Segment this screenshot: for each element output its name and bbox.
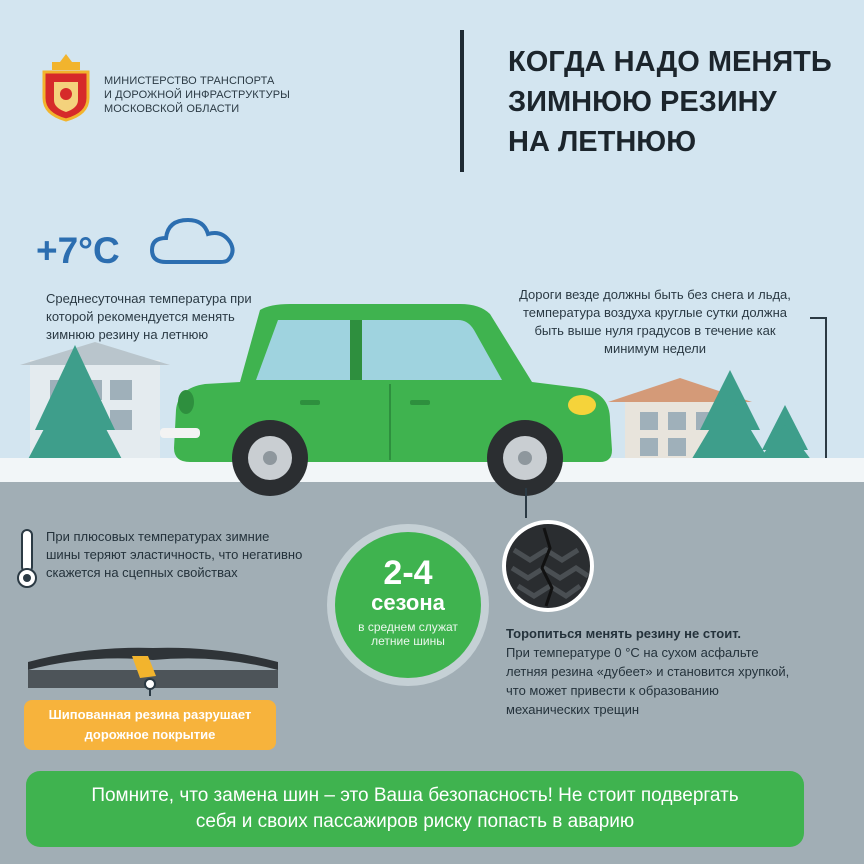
note-line: минимум недели <box>604 341 706 356</box>
coat-of-arms-icon <box>40 52 92 122</box>
ministry-line: МОСКОВСКОЙ ОБЛАСТИ <box>104 103 240 115</box>
note-line: быть выше нуля градусов в течение как <box>534 323 776 338</box>
rear-wheel <box>232 420 308 496</box>
badge-unit: сезона <box>371 590 445 615</box>
road-damage-illustration <box>28 626 278 696</box>
roads-note <box>505 286 805 358</box>
studded-tire-warning <box>24 700 276 750</box>
thermometer-icon <box>14 528 40 590</box>
footer-line: Помните, что замена шин – это Ваша безопасность! Не стоит подвергать <box>91 785 739 806</box>
note-line: Среднесуточная температура при <box>46 291 252 306</box>
tire-tread-icon <box>500 488 596 618</box>
badge-caption <box>345 620 471 648</box>
ministry-line: МИНИСТЕРСТВО ТРАНСПОРТА <box>104 75 275 87</box>
warning-line: Шипованная резина разрушает <box>48 707 252 722</box>
note-line: температура воздуха круглые сутки должна <box>523 305 787 320</box>
ministry-name <box>104 74 290 116</box>
title-line: НА ЛЕТНЮЮ <box>508 126 697 158</box>
warning-line: дорожное покрытие <box>84 727 216 742</box>
note-line: При плюсовых температурах зимние <box>46 529 270 544</box>
temperature-value: +7°C <box>36 230 120 271</box>
note-line: которой рекомендуется менять <box>46 309 235 324</box>
title-line: КОГДА НАДО МЕНЯТЬ <box>508 46 832 78</box>
badge-caption-line: летние шины <box>371 634 445 648</box>
front-wheel <box>487 420 563 496</box>
cloud-icon <box>148 212 238 268</box>
title-divider <box>460 30 464 172</box>
right-tree-illustration <box>690 370 815 465</box>
title-line: ЗИМНЮЮ РЕЗИНУ <box>508 86 777 118</box>
temperature-note <box>46 290 296 344</box>
note-line: Дороги везде должны быть без снега и льда, <box>519 287 791 302</box>
safety-footer <box>26 771 804 847</box>
rush-heading: Торопиться менять резину не стоит. <box>506 626 742 641</box>
note-line: механических трещин <box>506 702 640 717</box>
connector-line <box>810 318 826 462</box>
page-title <box>508 42 858 162</box>
ministry-line: И ДОРОЖНОЙ ИНФРАСТРУКТУРЫ <box>104 89 290 101</box>
note-line: шины теряют эластичность, что негативно <box>46 547 303 562</box>
badge-caption-line: в среднем служат <box>358 620 458 634</box>
rush-note <box>506 624 806 719</box>
footer-line: себя и своих пассажиров риску попасть в аварию <box>195 811 635 832</box>
elasticity-note <box>46 528 336 582</box>
badge-range: 2-4 <box>383 554 433 592</box>
note-line: скажется на сцепных свойствах <box>46 565 238 580</box>
note-line: летняя резина «дубеет» и становится хрупкой, <box>506 664 790 679</box>
note-line: При температуре 0 °С на сухом асфальте <box>506 645 759 660</box>
lifespan-badge <box>335 532 481 678</box>
note-line: зимнюю резину на летнюю <box>46 327 209 342</box>
note-line: что может привести к образованию <box>506 683 719 698</box>
